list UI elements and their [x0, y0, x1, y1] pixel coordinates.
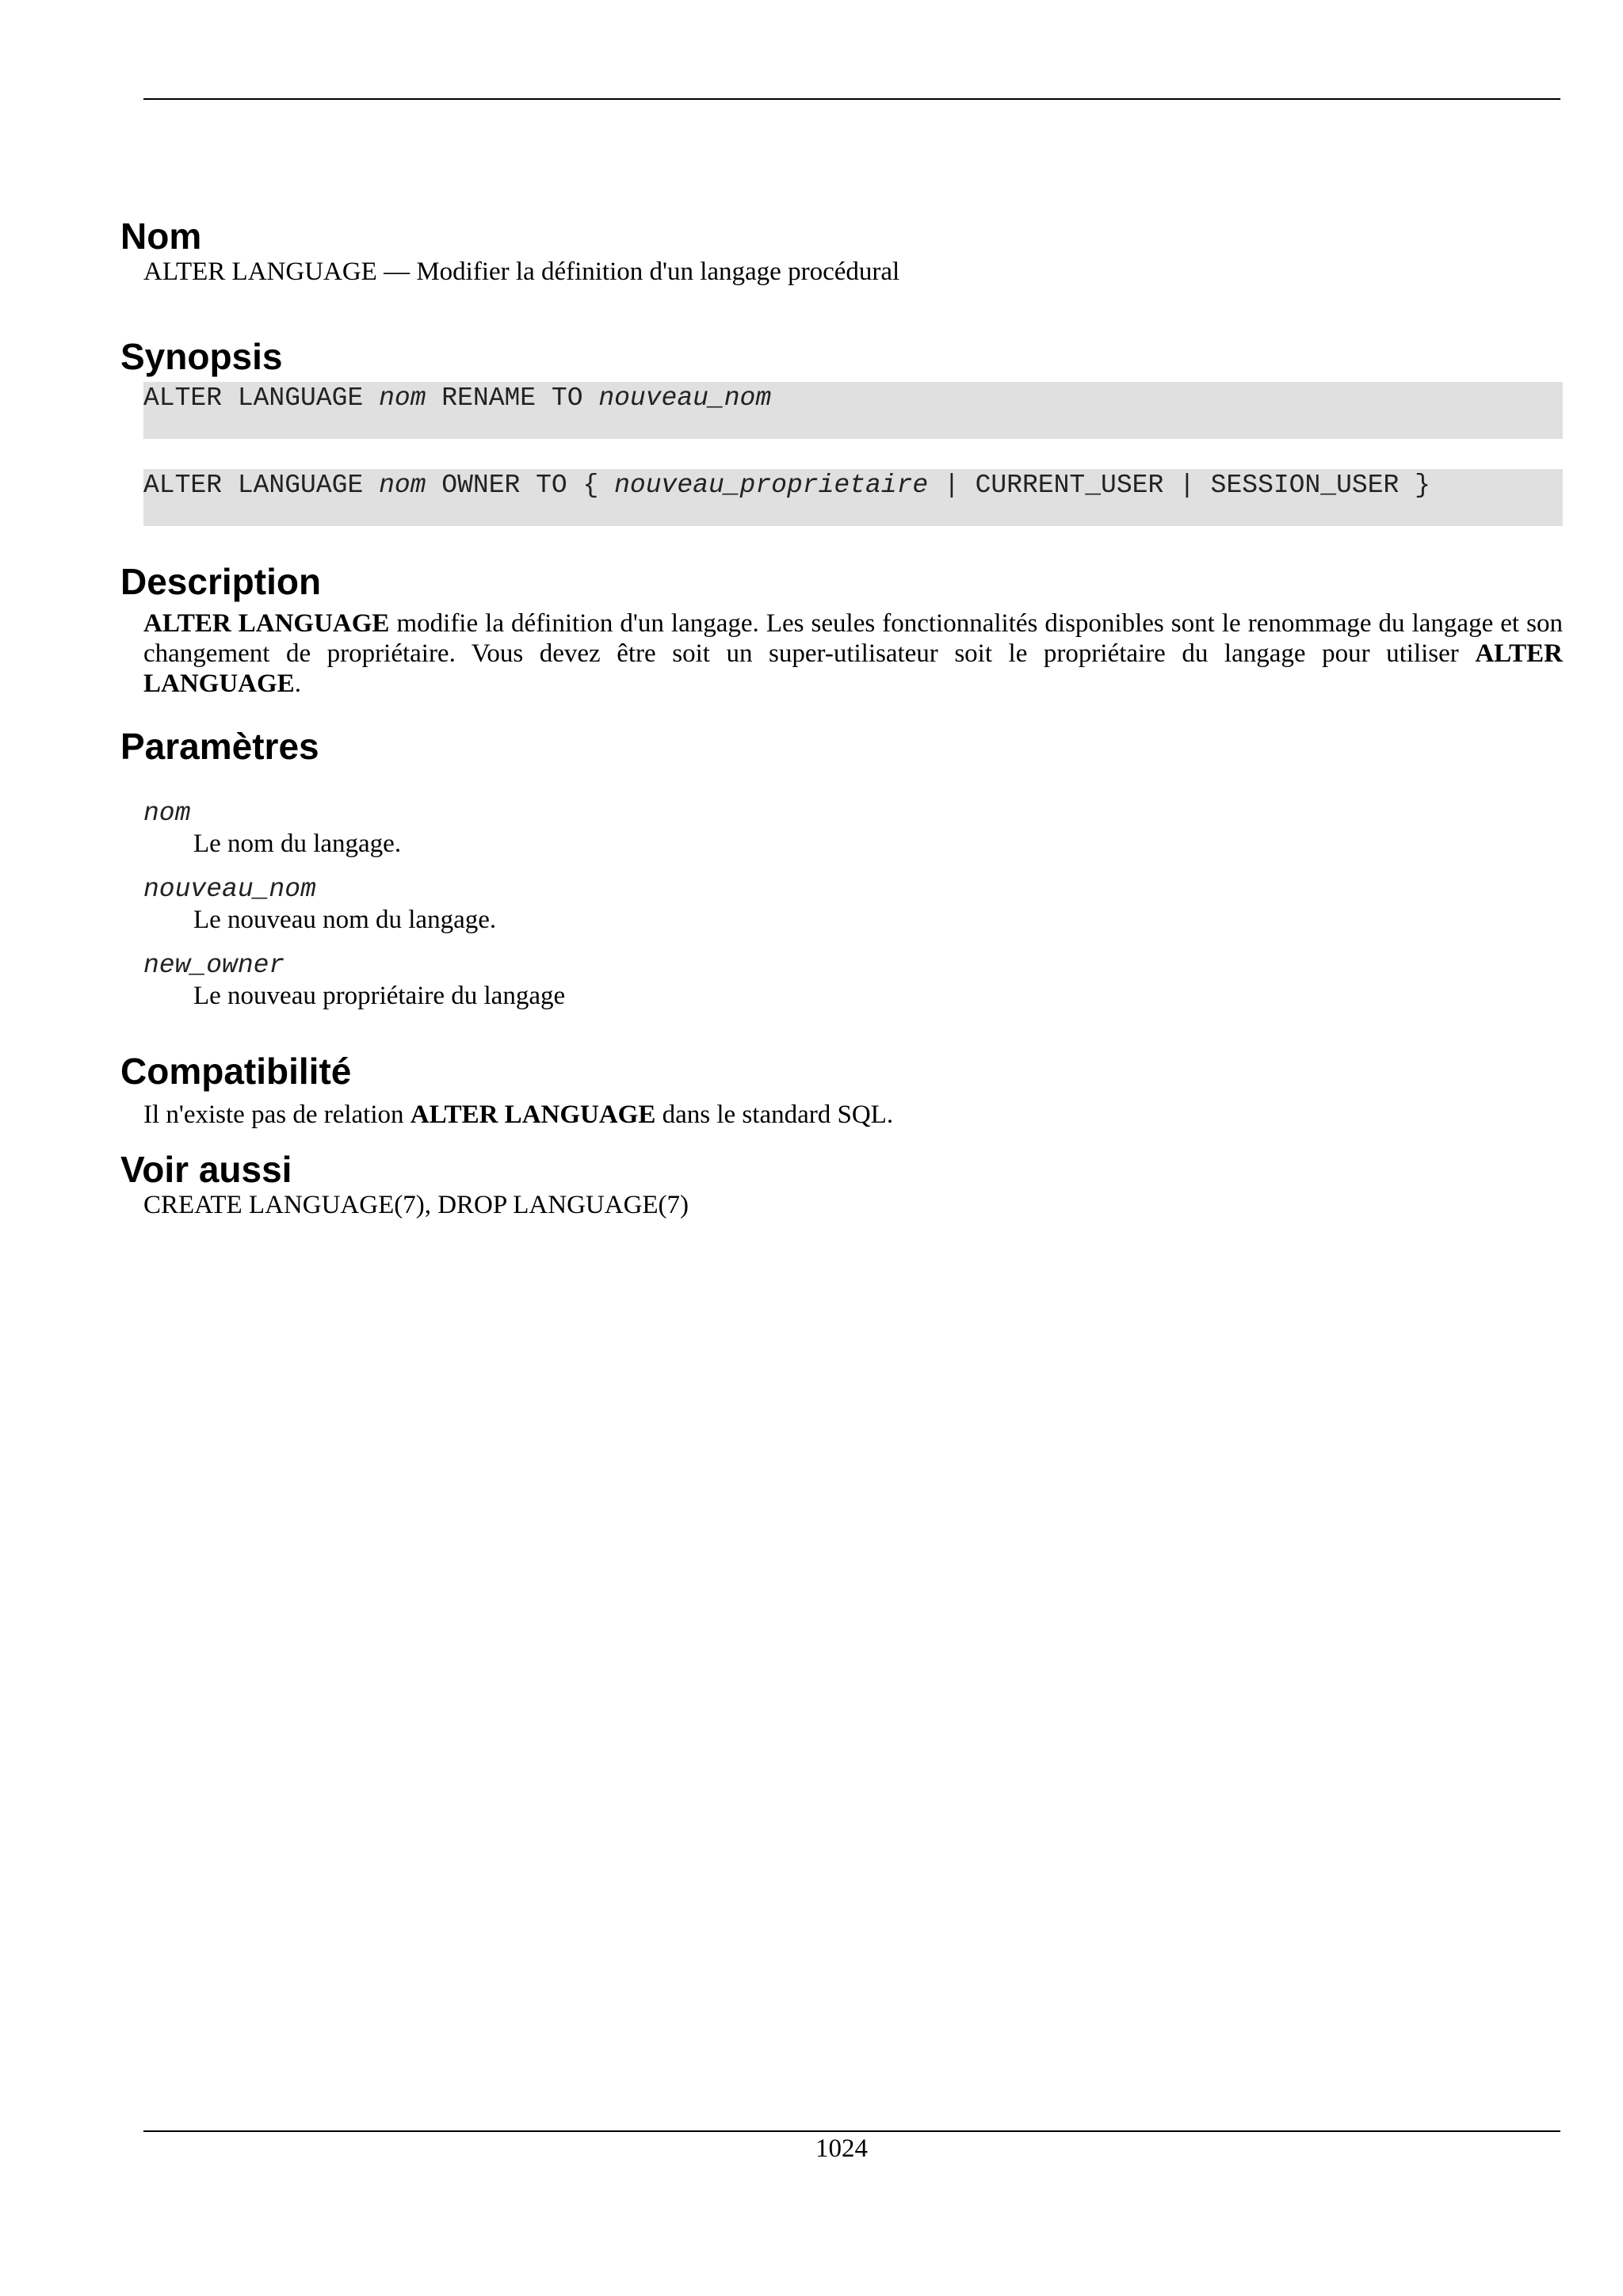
- see-also-links[interactable]: CREATE LANGUAGE(7), DROP LANGUAGE(7): [143, 1191, 689, 1219]
- parameter-item: [120, 875, 1563, 935]
- synopsis-keyword: | CURRENT_USER | SESSION_USER }: [928, 471, 1430, 500]
- footer-rule: [143, 2130, 1560, 2132]
- heading-nom: Nom: [120, 215, 202, 257]
- heading-parametres: Paramètres: [120, 726, 319, 767]
- synopsis-argument: nom: [379, 471, 426, 500]
- section-compatibilite: [120, 1051, 1563, 1130]
- synopsis-line-owner: [143, 469, 1563, 526]
- heading-compatibilite: Compatibilité: [120, 1051, 352, 1092]
- compatibilite-before: Il n'existe pas de relation: [143, 1100, 411, 1129]
- parameter-definition: Le nouveau nom du langage.: [193, 906, 497, 934]
- synopsis-argument: nom: [379, 383, 426, 413]
- command-name: ALTER LANGUAGE: [143, 609, 390, 638]
- synopsis-argument: nouveau_proprietaire: [614, 471, 929, 500]
- heading-description: Description: [120, 561, 322, 602]
- section-description: [120, 561, 1563, 699]
- synopsis-keyword: ALTER LANGUAGE: [143, 383, 380, 413]
- synopsis-argument: nouveau_nom: [598, 383, 772, 413]
- parameter-definition: Le nom du langage.: [193, 830, 402, 858]
- parameter-definition: Le nouveau propriétaire du langage: [193, 982, 566, 1010]
- description-body: modifie la définition d'un langage. Les seules fonctionnalités disponibles sont le renommage du langage et son changement de propriétaire. Vous devez être soit un super-utilisateur soit le propriétaire du langage pour utiliser: [143, 609, 1563, 668]
- description-end: .: [294, 669, 301, 698]
- synopsis-keyword: ALTER LANGUAGE: [143, 471, 380, 500]
- heading-synopsis: Synopsis: [120, 336, 283, 377]
- parameter-list: [120, 799, 1563, 1011]
- parameter-term: new_owner: [143, 951, 285, 980]
- page-number: 1024: [815, 2134, 868, 2163]
- section-voir-aussi: [120, 1149, 1563, 1220]
- nom-text: ALTER LANGUAGE — Modifier la définition d'un langage procédural: [143, 257, 900, 286]
- section-synopsis: [120, 336, 1563, 526]
- synopsis-keyword: RENAME TO: [426, 383, 599, 413]
- section-parametres: [120, 726, 1563, 1011]
- synopsis-line-rename: [143, 382, 1563, 439]
- section-nom: [120, 215, 1563, 287]
- parameter-item: [120, 951, 1563, 1011]
- header-rule: [143, 98, 1560, 100]
- compatibilite-text: [143, 1100, 1563, 1130]
- compatibilite-after: dans le standard SQL.: [655, 1100, 894, 1129]
- parameter-term: nouveau_nom: [143, 875, 316, 904]
- heading-voir-aussi: Voir aussi: [120, 1149, 292, 1190]
- synopsis-keyword: OWNER TO {: [426, 471, 615, 500]
- description-text: [143, 608, 1563, 699]
- page-content: [120, 215, 1563, 1220]
- command-name: ALTER LANGUAGE: [410, 1100, 656, 1129]
- parameter-item: [120, 799, 1563, 859]
- command-name: ALTER LANGUAGE: [143, 639, 1563, 698]
- parameter-term: nom: [143, 799, 191, 828]
